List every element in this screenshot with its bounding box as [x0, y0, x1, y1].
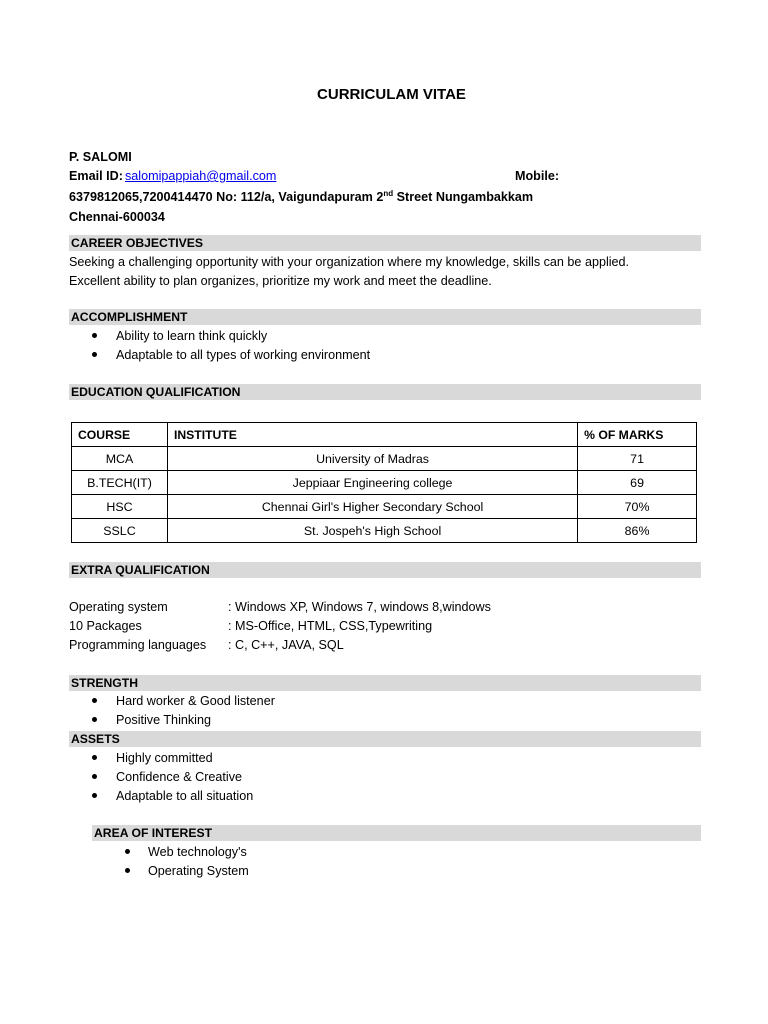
table-row — [72, 471, 697, 495]
strength-item: Hard worker & Good listener — [116, 694, 275, 708]
strength-heading-bar — [69, 675, 701, 691]
bullet-icon — [92, 698, 97, 703]
assets-heading-bar — [69, 731, 701, 747]
extra-qualification-heading-bar — [69, 562, 701, 578]
email-label: Email ID: — [69, 169, 123, 183]
address-suffix: Street Nungambakkam — [393, 190, 534, 204]
bullet-icon — [92, 793, 97, 798]
area-of-interest-heading: AREA OF INTEREST — [94, 826, 213, 840]
table-row — [72, 447, 697, 471]
address-prefix: No: 112/a, Vaigundapuram 2 — [212, 190, 384, 204]
marks-cell: 86% — [578, 519, 697, 543]
table-row — [72, 495, 697, 519]
assets-item: Confidence & Creative — [116, 770, 243, 784]
institute-cell: St. Jospeh's High School — [167, 519, 577, 543]
strength-heading: STRENGTH — [71, 676, 139, 690]
course-cell: SSLC — [72, 519, 168, 543]
extra-value: : C, C++, JAVA, SQL — [228, 638, 344, 652]
assets-item: Adaptable to all situation — [116, 789, 254, 803]
accomplishment-item: Ability to learn think quickly — [116, 329, 268, 343]
education-table — [71, 422, 697, 543]
education-heading: EDUCATION QUALIFICATION — [71, 385, 241, 399]
marks-cell: 70% — [578, 495, 697, 519]
assets-heading: ASSETS — [71, 732, 120, 746]
marks-cell: 69 — [578, 471, 697, 495]
table-header-row — [72, 423, 697, 447]
career-objective-line-1: Seeking a challenging opportunity with your organization where my knowledge, skills can be applied. — [69, 255, 630, 269]
extra-label: Operating system — [69, 600, 168, 614]
column-header-course: COURSE — [72, 423, 168, 447]
institute-cell: Chennai Girl's Higher Secondary School — [167, 495, 577, 519]
career-objectives-heading: CAREER OBJECTIVES — [71, 236, 204, 250]
column-header-institute: INSTITUTE — [167, 423, 577, 447]
accomplishment-item: Adaptable to all types of working environment — [116, 348, 371, 362]
bullet-icon — [125, 868, 130, 873]
phone-numbers: 6379812065,7200414470 — [69, 190, 213, 204]
accomplishment-heading: ACCOMPLISHMENT — [71, 310, 188, 324]
candidate-name: P. SALOMI — [69, 150, 132, 164]
marks-cell: 71 — [578, 447, 697, 471]
accomplishment-heading-bar — [69, 309, 701, 325]
area-of-interest-heading-bar — [92, 825, 701, 841]
strength-item: Positive Thinking — [116, 713, 211, 727]
mobile-label: Mobile: — [515, 169, 560, 183]
bullet-icon — [125, 849, 130, 854]
bullet-icon — [92, 352, 97, 357]
course-cell: HSC — [72, 495, 168, 519]
column-header-marks: % OF MARKS — [578, 423, 697, 447]
bullet-icon — [92, 774, 97, 779]
extra-qualification-heading: EXTRA QUALIFICATION — [71, 563, 210, 577]
bullet-icon — [92, 755, 97, 760]
career-objectives-heading-bar — [69, 235, 701, 251]
institute-cell: Jeppiaar Engineering college — [167, 471, 577, 495]
course-cell: B.TECH(IT) — [72, 471, 168, 495]
education-heading-bar — [69, 384, 701, 400]
extra-label: 10 Packages — [69, 619, 142, 633]
institute-cell: University of Madras — [167, 447, 577, 471]
page-title: CURRICULAM VITAE — [317, 86, 466, 103]
interest-item: Web technology's — [148, 845, 247, 859]
extra-value: : MS-Office, HTML, CSS,Typewriting — [228, 619, 433, 633]
bullet-icon — [92, 333, 97, 338]
extra-label: Programming languages — [69, 638, 207, 652]
contact-line — [69, 189, 533, 205]
email-link[interactable]: salomipappiah@gmail.com — [125, 169, 277, 183]
address-superscript: nd — [383, 188, 394, 198]
extra-value: : Windows XP, Windows 7, windows 8,windows — [228, 600, 491, 614]
city: Chennai-600034 — [69, 210, 165, 224]
table-row — [72, 519, 697, 543]
interest-item: Operating System — [148, 864, 249, 878]
assets-item: Highly committed — [116, 751, 213, 765]
career-objective-line-2: Excellent ability to plan organizes, prioritize my work and meet the deadline. — [69, 274, 492, 288]
course-cell: MCA — [72, 447, 168, 471]
bullet-icon — [92, 717, 97, 722]
